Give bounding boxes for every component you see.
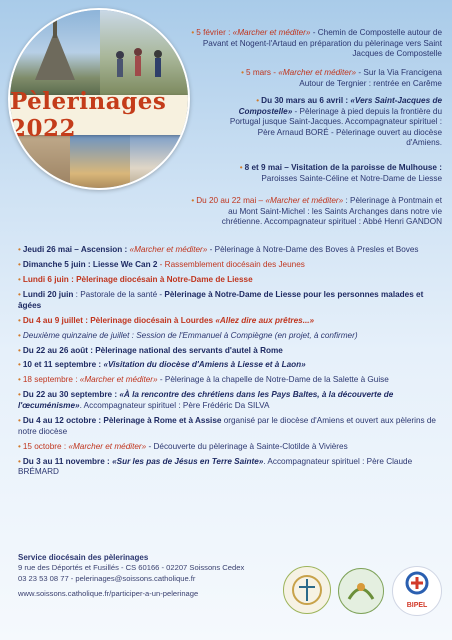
photo-collage [8, 8, 190, 190]
bullet-icon: • [18, 441, 21, 451]
bullet-icon: • [18, 245, 21, 254]
event-text-segment: «Marcher et méditer» [79, 375, 158, 385]
event-text-segment: : Pèlerinage à Pontmain et au Mont Saint-Michel : les Saints Archanges dans notre vie chrétienne. Accompagnateur spirituel : Abbé Henri GANDON [221, 196, 442, 227]
event-item [18, 346, 443, 357]
event-text-segment: Du 4 au 12 octobre : Pèlerinage à Rome et à Assise [22, 416, 222, 426]
top-event-item [222, 68, 442, 89]
bullet-icon: • [256, 96, 260, 105]
event-text-segment: Jeudi 26 mai – Ascension : [22, 245, 130, 254]
photo-church-dome [70, 135, 130, 190]
event-text-segment: - Sur la Via Francigena Autour de Tergnier : rentrée en Carême [299, 68, 442, 88]
bullet-icon: • [18, 330, 21, 340]
event-text-segment: Du 20 au 22 mai – [196, 196, 266, 205]
event-text-segment: «Marcher et méditer» [129, 245, 208, 254]
bipel-logo [392, 566, 442, 616]
event-text-segment: Dimanche 5 juin : Liesse We Can 2 [22, 259, 158, 269]
event-item [18, 442, 443, 453]
bullet-icon: • [191, 28, 195, 37]
bullet-icon: • [239, 163, 243, 172]
event-text-segment: Paroisses Sainte-Céline et Notre-Dame de Liesse [261, 173, 442, 183]
title-banner [10, 88, 188, 142]
event-text-segment: organisé par le diocèse d'Amiens et ouvert aux pèlerins de notre diocèse [18, 416, 436, 436]
top-event-item [222, 96, 442, 149]
event-text-segment: «Marcher et méditer» [232, 28, 311, 37]
event-item [18, 290, 443, 311]
event-item [18, 360, 443, 371]
event-text-segment: 10 et 11 septembre : [22, 360, 104, 370]
bullet-icon: • [18, 375, 21, 385]
event-text-segment: - Pèlerinage à Notre-Dame des Boves à Presles et Boves [207, 245, 419, 254]
event-text-segment: 8 et 9 mai – Visitation de la paroisse de Mulhouse : [244, 163, 442, 172]
event-text-segment: . Accompagnateur spirituel : Père Claude BRÉMARD [18, 456, 413, 477]
bipel-logo-text: BIPEL [406, 602, 428, 609]
top-event-item [187, 196, 442, 228]
bullet-icon: • [191, 196, 195, 205]
bullet-icon: • [18, 360, 21, 370]
event-text-segment: «À la rencontre des chrétiens dans les Pays Baltes, à la découverte de l'œcuménisme» [18, 390, 394, 411]
event-text-segment: Du 4 au 9 juillet : Pèlerinage diocésain à Lourdes [22, 315, 216, 325]
event-text-segment: Du 22 au 30 septembre : [22, 390, 120, 400]
bullet-icon: • [18, 315, 21, 325]
event-text-segment: «Marcher et méditer» [265, 196, 344, 205]
photo-pilgrims-walking [100, 10, 190, 95]
event-text-segment: «Vers Saint-Jacques de Compostelle» [238, 96, 442, 116]
footer-title: Service diocésain des pèlerinages [18, 553, 149, 562]
event-text-segment: Lundi 20 juin [22, 289, 74, 299]
event-text-segment: Deuxième quinzaine de juillet : Session de l'Emmanuel à Compiègne (en projet, à confirmer) [22, 330, 358, 340]
event-text-segment: 15 octobre : [22, 441, 69, 451]
bullet-icon: • [18, 274, 21, 284]
diocese-logo [283, 566, 331, 614]
footer-url[interactable]: www.soissons.catholique.fr/participer-a-un-pelerinage [18, 589, 199, 599]
event-text-segment: Lundi 6 juin : Pèlerinage diocésain à Notre-Dame de Liesse [22, 274, 253, 284]
footer-address: 9 rue des Déportés et Fusillés - CS 60166 - 02207 Soissons Cedex [18, 563, 245, 573]
event-text-segment: - Découverte du pèlerinage à Sainte-Clotilde à Vivières [146, 441, 348, 451]
event-text-segment: «Sur les pas de Jésus en Terre Sainte» [112, 456, 264, 466]
photo-cathedral [10, 135, 70, 190]
event-text-segment: Du 30 mars au 6 avril : [261, 96, 351, 105]
event-text-segment: Pèlerinage à Notre-Dame de Liesse pour les personnes malades et âgées [18, 289, 424, 310]
footer-contact[interactable]: 03 23 53 08 77 - pelerinages@soissons.catholique.fr [18, 573, 196, 583]
event-text-segment: Du 3 au 11 novembre : [22, 456, 113, 466]
event-list [18, 245, 443, 482]
event-item [18, 390, 443, 411]
event-text-segment: «Marcher et méditer» [278, 68, 357, 77]
top-event-item [190, 28, 442, 60]
event-text-segment: - Pèlerinage à pied depuis la frontière du Portugal jusque Saint-Jacques. Accompagnateur spirituel : Père Arnaud BORÉ - Pèlerinage ouvert au diocèse d'Amiens. [229, 106, 442, 148]
pilgrimage-emblem-logo [338, 568, 384, 614]
bullet-icon: • [18, 259, 21, 269]
footer [18, 553, 244, 600]
photo-statue [130, 135, 190, 190]
bullet-icon: • [18, 345, 21, 355]
event-item [18, 331, 443, 342]
event-text-segment: «Allez dire aux prêtres...» [215, 315, 315, 325]
event-item [18, 316, 443, 327]
event-text-segment: : Pastorale de la santé - [73, 289, 165, 299]
bullet-icon: • [18, 416, 21, 426]
event-text-segment: 18 septembre : [22, 375, 80, 385]
bullet-icon: • [18, 456, 21, 466]
event-text-segment: Du 22 au 26 août : Pèlerinage national des servants d'autel à Rome [22, 345, 283, 355]
event-item [18, 245, 443, 256]
photo-mont-saint-michel [10, 10, 100, 95]
bullet-icon: • [18, 289, 21, 299]
event-item [18, 275, 443, 286]
bullet-icon: • [241, 68, 244, 77]
top-event-item [202, 163, 442, 184]
event-item [18, 416, 443, 437]
event-text-segment: «Visitation du diocèse d'Amiens à Liesse et à Laon» [103, 360, 306, 370]
event-text-segment: - Pèlerinage à la chapelle de Notre-Dame de la Salette à Guise [157, 375, 389, 385]
event-item [18, 375, 443, 386]
event-text-segment: 5 mars - [245, 68, 279, 77]
event-text-segment: . Accompagnateur spirituel : Père Frédéric Da SILVA [79, 401, 270, 411]
event-text-segment: - Chemin de Compostelle autour de Pavant et Nogent-l'Artaud en préparation du pèlerinage vers Saint Jacques de Compostelle [202, 28, 442, 59]
event-text-segment: - Rassemblement diocésain des Jeunes [157, 259, 305, 269]
page-title: Pèlerinages 2022 [10, 88, 167, 142]
event-text-segment: 5 février : [196, 28, 233, 37]
event-item [18, 457, 443, 478]
bullet-icon: • [18, 390, 21, 400]
event-item [18, 260, 443, 271]
event-text-segment: «Marcher et méditer» [68, 441, 147, 451]
